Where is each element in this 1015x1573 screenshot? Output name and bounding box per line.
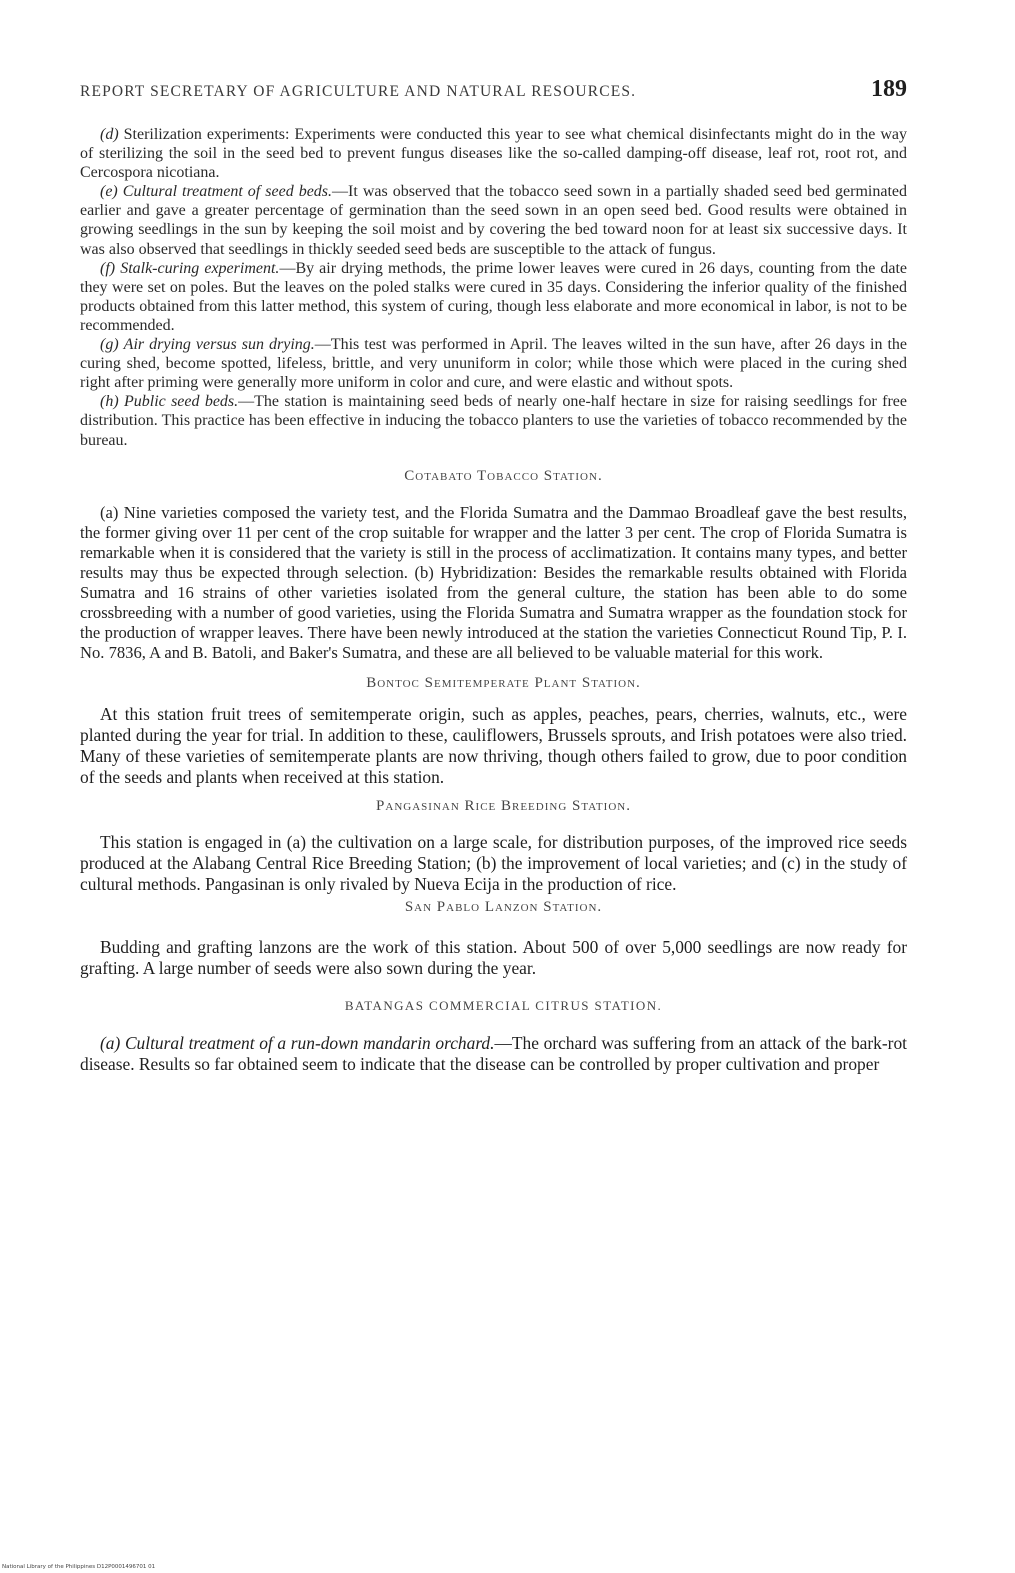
paragraph-title: Cultural treatment of seed beds. — [122, 183, 333, 201]
paragraph-title: Cultural treatment of a run-down mandarin orchard. — [124, 1033, 495, 1054]
paragraph-text: Experiments were conducted this year to see what chemical disinfectants might do in the way of sterilizing the soil in the seed bed to prevent fungus diseases like the so-called damping-off disease, leaf rot, root rot, and Cercospora nicotiana. — [80, 126, 908, 182]
bontoc-station-heading: Bontoc Semitemperate Plant Station. — [366, 674, 641, 691]
cotabato-station-heading: Cotabato Tobacco Station. — [404, 467, 603, 484]
paragraph-title: Sterilization experiments: — [123, 126, 290, 143]
running-head: REPORT SECRETARY OF AGRICULTURE AND NATURAL RESOURCES. — [80, 83, 637, 100]
paragraph-text: —The station is maintaining seed beds of nearly one-half hectare in size for raising seedlings for free distribution. This practice has been effective in inducing the tobacco planters to use the varieties of tobacco recommended by the bureau. — [80, 393, 908, 449]
paragraph-g-air-drying — [80, 335, 907, 392]
paragraph-title: Public seed beds. — [123, 393, 239, 411]
paragraph-marker: (h) — [100, 393, 119, 411]
paragraph-marker: (e) — [100, 183, 118, 201]
san-pablo-station-text: Budding and grafting lanzons are the work of this station. About 500 of over 5,000 seedlings are now ready for grafting. A large number of seeds were also sown during the year. — [80, 936, 907, 978]
paragraph-marker: (f) — [100, 259, 116, 277]
body-text — [80, 125, 907, 1075]
paragraph-marker: (g) — [100, 336, 119, 354]
paragraph-title: Stalk-curing experiment. — [120, 259, 280, 277]
batangas-station-heading: BATANGAS COMMERCIAL CITRUS STATION. — [344, 997, 663, 1013]
paragraph-text: —This test was performed in April. The leaves wilted in the sun have, after 26 days in the curing shed, become spotted, lifeless, brittle, and very ununiform in color; while those which were placed in the curing shed right after priming were generally more uniform in color and cure, and were elastic and without spots. — [80, 336, 907, 392]
paragraph-marker: (d) — [100, 126, 119, 143]
page-number: 189 — [871, 76, 907, 102]
paragraph-text: —The orchard was suffering from an attack of the bark-rot disease. Results so far obtained seem to indicate that the disease can be controlled by proper cultivation and proper — [80, 1033, 907, 1075]
paragraph-d-sterilization — [80, 125, 907, 182]
san-pablo-station-heading: San Pablo Lanzon Station. — [404, 898, 603, 915]
cotabato-station-text: (a) Nine varieties composed the variety test, and the Florida Sumatra and the Dammao Broadleaf gave the best results, the former giving over 11 per cent of the crop suitable for wrapper and the latter 3 per cent. The crop of Florida Sumatra is remarkable when it is considered that the variety is still in the process of acclimatization. It contains many types, and better results may thus be expected through selection. (b) Hybridization: Besides the remarkable results obtained with Florida Sumatra and 16 strains of other varieties isolated from the general culture, the station has been able to do some crossbreeding with a number of good varieties, using the Florida Sumatra and Sumatra wrapper as the foundation stock for the production of wrapper leaves. There have been newly introduced at the station the varieties Connecticut Round Tip, P. I. No. 7836, A and B. Batoli, and Baker's Sumatra, and these are all believed to be valuable material for this work. — [80, 502, 907, 662]
paragraph-h-public-seed-beds — [80, 392, 907, 449]
paragraph-f-stalk-curing — [80, 259, 907, 335]
pangasinan-station-text: This station is engaged in (a) the cultivation on a large scale, for distribution purposes, of the improved rice seeds produced at the Alabang Central Rice Breeding Station; (b) the improvement of local varieties; and (c) in the study of cultural methods. Pangasinan is only rivaled by Nueva Ecija in the production of rice. — [80, 831, 907, 894]
library-watermark: National Library of the Philippines D12P0001496701 01 — [2, 1564, 156, 1570]
batangas-station-text — [80, 1033, 907, 1075]
paragraph-marker: (a) — [100, 1033, 121, 1054]
pangasinan-station-heading: Pangasinan Rice Breeding Station. — [376, 797, 631, 814]
paragraph-e-cultural-treatment — [80, 182, 907, 258]
page-header — [80, 76, 907, 103]
bontoc-station-text: At this station fruit trees of semitemperate origin, such as apples, peaches, pears, cherries, walnuts, etc., were planted during the year for trial. In addition to these, cauliflowers, Brussels sprouts, and Irish potatoes were also tried. Many of these varieties of semitemperate plants are now thriving, though others failed to grow, due to poor condition of the seeds and plants when received at this station. — [80, 703, 907, 787]
paragraph-text: —It was observed that the tobacco seed sown in a partially shaded seed bed germinated earlier and gave a greater percentage of germination than the seed sown in an open seed bed. Good results were obtained in growing seedlings in the sun by keeping the soil moist and by covering the bed toward noon for at least six successive days. It was also observed that seedlings in thickly seeded seed beds are susceptible to the attack of fungus. — [80, 183, 908, 258]
paragraph-title: Air drying versus sun drying. — [123, 336, 315, 354]
paragraph-text: —By air drying methods, the prime lower leaves were cured in 26 days, counting from the date they were set on poles. But the leaves on the poled stalks were cured in 35 days. Considering the inferior quality of the finished products obtained from this latter method, this system of curing, though less elaborate and more economical in labor, is not to be recommended. — [80, 259, 908, 334]
